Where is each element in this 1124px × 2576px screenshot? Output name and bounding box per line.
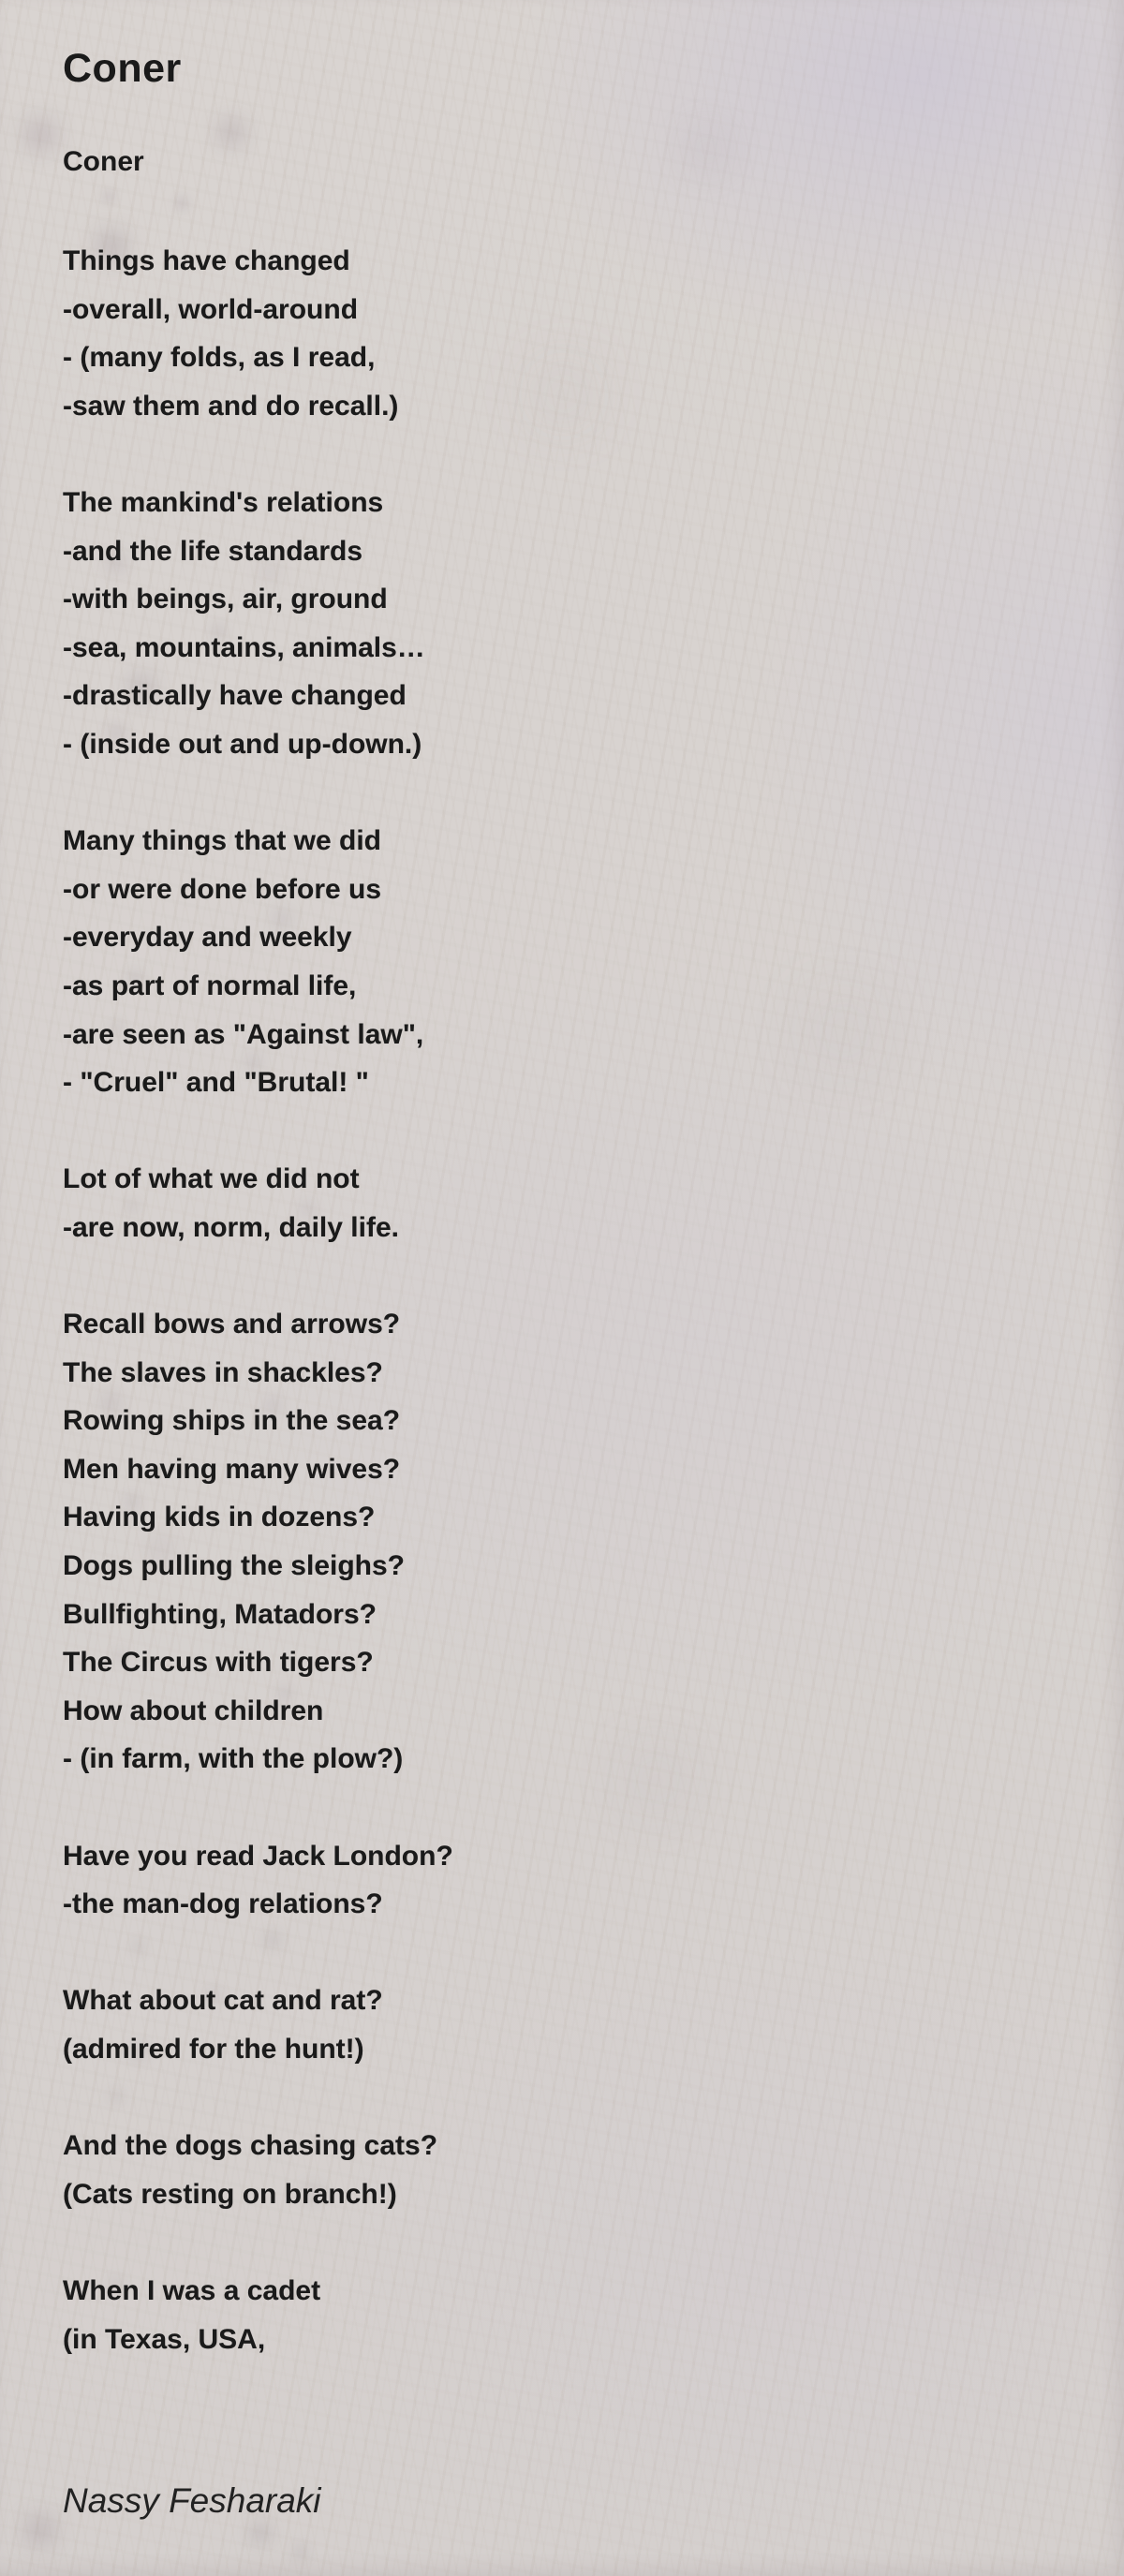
poem-line: Having kids in dozens?	[63, 1502, 376, 1533]
poem-line: -sea, mountains, animals…	[63, 631, 425, 663]
poem-line: The mankind's relations	[63, 486, 384, 518]
poem-line: And the dogs chasing cats?	[63, 2130, 438, 2162]
poem-line: What about cat and rat?	[63, 1985, 383, 2017]
poem-line: Things have changed	[63, 245, 350, 276]
poem-stanza	[63, 1976, 999, 2073]
poem-line: -or were done before us	[63, 873, 382, 905]
poem-line: - "Cruel" and "Brutal! "	[63, 1067, 369, 1099]
poem-line: (Cats resting on branch!)	[63, 2178, 397, 2210]
poem-line: - (in farm, with the plow?)	[63, 1743, 404, 1775]
poem-line: How about children	[63, 1695, 324, 1726]
poem-line: -and the life standards	[63, 535, 363, 567]
poem-stanza	[63, 2122, 999, 2218]
poem-line: - (inside out and up-down.)	[63, 728, 422, 760]
poem-line: Recall bows and arrows?	[63, 1309, 401, 1340]
poem-line: -the man-dog relations?	[63, 1888, 383, 1920]
poem-line: Dogs pulling the sleighs?	[63, 1550, 406, 1582]
poem-line: -drastically have changed	[63, 680, 407, 712]
poem-line: Men having many wives?	[63, 1453, 401, 1485]
poem-author: Nassy Fesharaki	[63, 2481, 321, 2520]
poem-line: (admired for the hunt!)	[63, 2033, 364, 2065]
poem-line: -overall, world-around	[63, 293, 359, 325]
poem-line: The slaves in shackles?	[63, 1356, 383, 1388]
poem-stanza	[63, 1155, 999, 1251]
poem-stanza	[63, 237, 999, 430]
poem-stanza	[63, 1300, 999, 1784]
poem-line: - (many folds, as I read,	[63, 342, 376, 374]
poem-line: -are seen as "Against law",	[63, 1018, 424, 1050]
poem-line: -are now, norm, daily life.	[63, 1211, 399, 1243]
poem-line: Bullfighting, Matadors?	[63, 1598, 377, 1630]
poem-stanza	[63, 2267, 999, 2363]
poem-stanza	[63, 817, 999, 1107]
poem-line: Rowing ships in the sea?	[63, 1405, 401, 1437]
ink-blots-decoration	[0, 0, 2, 2]
poem-body	[63, 237, 999, 2363]
poem-line: When I was a cadet	[63, 2274, 321, 2306]
poem-line: (in Texas, USA,	[63, 2323, 266, 2355]
poem-line: -saw them and do recall.)	[63, 390, 399, 422]
poem-page-title: Coner	[63, 46, 182, 91]
poem-line: -as part of normal life,	[63, 970, 357, 1001]
poem-line: Have you read Jack London?	[63, 1840, 453, 1872]
poem-line: Lot of what we did not	[63, 1163, 360, 1195]
poem-stanza	[63, 1832, 999, 1929]
poem-line: -everyday and weekly	[63, 922, 352, 954]
poem-line: -with beings, air, ground	[63, 584, 388, 615]
poem-inline-title: Coner	[63, 146, 144, 177]
poem-line: The Circus with tigers?	[63, 1647, 374, 1679]
poem-stanza	[63, 479, 999, 769]
poem-line: Many things that we did	[63, 825, 382, 857]
